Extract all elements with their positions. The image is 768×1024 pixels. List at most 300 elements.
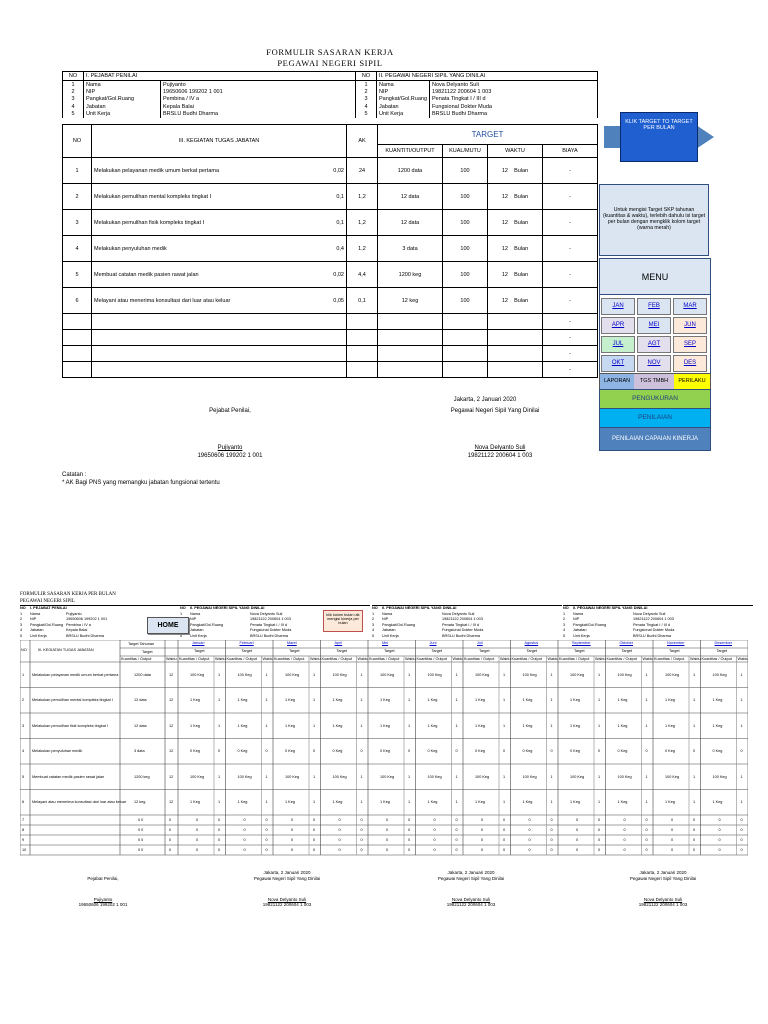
monthly-cell-target[interactable]: 100 Keg xyxy=(617,774,632,779)
task-qty[interactable]: 1200 keg xyxy=(378,262,443,288)
month-target-label: Target xyxy=(479,649,490,653)
monthly-empty-target: 0 xyxy=(338,818,341,822)
monthly-cell-waktu: 1 xyxy=(598,774,601,779)
lower-row-label: Unit Kerja xyxy=(30,633,47,638)
month-kuant-label: Kuantitas / Output xyxy=(226,657,257,661)
task-waktu-unit: Bulan xyxy=(514,271,529,278)
monthly-cell-target[interactable]: 1 Keg xyxy=(332,723,343,728)
lower-row-no: 5 xyxy=(180,633,183,638)
month-button-okt[interactable]: OKT xyxy=(601,355,635,372)
monthly-empty-mw: 0 xyxy=(645,848,648,852)
monthly-row-no: 1 xyxy=(22,672,25,677)
monthly-cell-target[interactable]: 100 Keg xyxy=(237,774,252,779)
laporan-button[interactable]: LAPORAN xyxy=(600,374,634,389)
month-button-des[interactable]: DES xyxy=(673,355,707,372)
monthly-cell-target[interactable]: 1 Keg xyxy=(285,800,295,805)
monthly-cell-target[interactable]: 1 Keg xyxy=(665,698,675,703)
monthly-cell-waktu: 1 xyxy=(455,800,458,805)
lower-row-no: 5 xyxy=(20,633,23,638)
monthly-cell-waktu: 1 xyxy=(693,698,696,703)
monthly-empty-mw: 0 xyxy=(265,818,268,822)
empty-cell xyxy=(488,330,543,346)
monthly-cell-target[interactable]: 1 Keg xyxy=(665,800,675,805)
monthly-cell-waktu: 1 xyxy=(645,774,648,779)
monthly-empty-target: 0 xyxy=(481,828,484,832)
month-target-label: Target xyxy=(289,649,300,653)
monthly-cell-target[interactable]: 1 Keg xyxy=(380,723,390,728)
month-button-jul[interactable]: JUL xyxy=(601,336,635,353)
monthly-cell-waktu: 1 xyxy=(645,723,648,728)
task-name: Melakukan pemulihan mental kompleks tingkat I xyxy=(92,184,319,210)
monthly-cell-waktu: 1 xyxy=(455,774,458,779)
month-header-juni[interactable]: Juni xyxy=(429,641,437,645)
monthly-cell-target[interactable]: 100 Keg xyxy=(475,774,490,779)
monthly-empty-mw: 0 xyxy=(218,848,221,852)
monthly-row-name: Melakukan pemulihan fisik kompleks tingkat I xyxy=(32,723,108,728)
monthly-cell-target[interactable]: 100 Keg xyxy=(190,774,205,779)
month-header-april[interactable]: April xyxy=(334,641,343,645)
month-header-november[interactable]: November xyxy=(667,641,685,645)
task-biaya: - xyxy=(543,158,598,184)
monthly-cell-waktu: 1 xyxy=(598,800,601,805)
klik-target-button[interactable]: KLIK TARGET TO TARGET PER BULAN xyxy=(620,112,698,162)
monthly-cell-target[interactable]: 1 Keg xyxy=(237,723,248,728)
monthly-cell-target[interactable]: 100 Keg xyxy=(427,672,442,677)
monthly-cell-waktu: 1 xyxy=(503,800,506,805)
month-button-jan[interactable]: JAN xyxy=(601,298,635,315)
monthly-empty-target: 0 xyxy=(481,818,484,822)
pns-name: Nova Delyanto Suli xyxy=(474,445,526,451)
place-date: Jakarta, 2 Januari 2020 xyxy=(453,397,517,403)
monthly-cell-target[interactable]: 1 Keg xyxy=(427,800,438,805)
empty-cell xyxy=(378,314,443,330)
task-ak: 1,2 xyxy=(347,184,378,210)
monthly-cell-waktu: 1 xyxy=(503,672,506,677)
laporan-bar xyxy=(599,373,711,390)
pejabat-header: I. PEJABAT PENILAI xyxy=(84,72,356,81)
monthly-cell-waktu: 1 xyxy=(313,774,316,779)
monthly-cell-target[interactable]: 100 Keg xyxy=(522,672,537,677)
month-note: klik kolom bulan utk mengisi kinerja per bulan xyxy=(323,610,363,632)
lower-row-label: Unit Kerja xyxy=(190,633,207,638)
lower-row-value: Penata Tingkat I / III d xyxy=(442,622,479,627)
monthly-cell-waktu: 1 xyxy=(645,800,648,805)
monthly-empty-target: 0 xyxy=(243,838,246,842)
monthly-cell-waktu: 1 xyxy=(360,698,363,703)
monthly-cell-target[interactable]: 100 Keg xyxy=(285,774,300,779)
monthly-empty-target: 0 xyxy=(291,838,294,842)
month-header-januari[interactable]: Januari xyxy=(192,641,205,645)
month-button-mar[interactable]: MAR xyxy=(673,298,707,315)
monthly-empty-mw: 0 xyxy=(598,848,601,852)
monthly-row-name: Melayani atau menerima konsultasi dari luar atau keluar xyxy=(32,800,127,805)
monthly-cell-waktu: 1 xyxy=(360,800,363,805)
monthly-cell-target[interactable]: 0 Keg xyxy=(617,749,628,754)
perilaku-button[interactable]: PERILAKU xyxy=(674,374,710,389)
task-no: 1 xyxy=(63,158,92,184)
monthly-cell-waktu: 0 xyxy=(455,749,458,754)
monthly-empty-target: 0 xyxy=(386,848,389,852)
lower-header: I. PEJABAT PENILAI xyxy=(30,606,67,610)
monthly-cell-target[interactable]: 1 Keg xyxy=(427,723,438,728)
monthly-empty-mw: 0 xyxy=(455,828,458,832)
monthly-empty-mw: 0 xyxy=(408,818,411,822)
task-name: Melakukan pelayanan medik umum berkat pertama xyxy=(92,158,319,184)
month-menu xyxy=(599,294,711,374)
monthly-cell-target[interactable]: 100 Keg xyxy=(427,774,442,779)
month-waktu-label: Waktu xyxy=(737,657,749,661)
month-button-nov[interactable]: NOV xyxy=(637,355,671,372)
monthly-cell-waktu: 0 xyxy=(598,749,601,754)
month-button-feb[interactable]: FEB xyxy=(637,298,671,315)
monthly-cell-target[interactable]: 1 Keg xyxy=(617,723,628,728)
monthly-cell-target[interactable]: 1 Keg xyxy=(712,800,723,805)
lower-col-no: NO xyxy=(20,606,26,610)
monthly-cell-target[interactable]: 100 Keg xyxy=(475,672,490,677)
month-header-september[interactable]: September xyxy=(572,641,591,645)
monthly-empty-target: 0 xyxy=(433,818,436,822)
monthly-cell-target[interactable]: 0 Keg xyxy=(380,749,390,754)
monthly-cell-target[interactable]: 100 Keg xyxy=(570,774,585,779)
monthly-cell-waktu: 0 xyxy=(693,749,696,754)
lower-row-no: 1 xyxy=(180,611,183,616)
monthly-empty-mw: 0 xyxy=(693,818,696,822)
monthly-row-no: 5 xyxy=(22,774,25,779)
pns-row-value: Nova Delyanto Suli xyxy=(430,81,598,89)
monthly-cell-waktu: 1 xyxy=(218,723,221,728)
monthly-empty-mw: 0 xyxy=(265,838,268,842)
monthly-empty-target: 0 xyxy=(243,848,246,852)
col-biaya: BIAYA xyxy=(543,145,598,158)
month-header-februari[interactable]: Februari xyxy=(239,641,254,645)
month-waktu-label: Waktu xyxy=(215,657,226,661)
monthly-cell-target[interactable]: 0 Keg xyxy=(190,749,200,754)
empty-cell xyxy=(92,330,319,346)
monthly-empty-target: 0 xyxy=(528,818,531,822)
empty-cell xyxy=(488,346,543,362)
monthly-cell-waktu: 1 xyxy=(550,672,553,677)
monthly-row-no: 2 xyxy=(22,698,25,703)
monthly-cell-target[interactable]: 100 Keg xyxy=(237,672,252,677)
target-label: Target xyxy=(142,650,153,654)
lower-row-value: 19821122 200604 1 003 xyxy=(633,617,674,621)
monthly-cell-target[interactable]: 1 Keg xyxy=(190,698,200,703)
pns-nip: 19821122 200604 1 003 xyxy=(467,453,533,459)
monthly-empty-mw: 0 xyxy=(218,818,221,822)
monthly-cell-target[interactable]: 100 Keg xyxy=(190,672,205,677)
monthly-empty-target: 0 xyxy=(481,838,484,842)
monthly-empty-target: 0 xyxy=(718,818,721,822)
task-waktu-unit: Bulan xyxy=(514,193,529,200)
monthly-cell-waktu: 1 xyxy=(645,698,648,703)
month-button-sep[interactable]: SEP xyxy=(673,336,707,353)
monthly-cell-target[interactable]: 100 Keg xyxy=(332,774,347,779)
lower-row-no: 2 xyxy=(372,617,375,621)
monthly-row-name: Melakukan pemulihan mental kompleks tingkat I xyxy=(32,698,113,703)
monthly-cell-waktu: 1 xyxy=(218,774,221,779)
monthly-empty-waktu: 0 xyxy=(169,828,172,832)
task-waktu[interactable] xyxy=(488,288,543,314)
pns-row-value: BRSLU Budhi Dharma xyxy=(430,111,598,119)
pengukuran-button[interactable]: PENGUKURAN xyxy=(599,389,711,409)
monthly-cell-target[interactable]: 1 Keg xyxy=(237,800,248,805)
monthly-cell-target[interactable]: 1 Keg xyxy=(522,723,533,728)
lower-identity-block xyxy=(563,605,753,640)
monthly-cell-target[interactable]: 100 Keg xyxy=(380,672,395,677)
monthly-cell-target[interactable]: 0 Keg xyxy=(427,749,438,754)
monthly-empty-target: 0 xyxy=(623,838,626,842)
monthly-cell-waktu: 1 xyxy=(265,774,268,779)
monthly-cell-target[interactable]: 1 Keg xyxy=(570,723,580,728)
sign-date: Jakarta, 2 Januari 2020 xyxy=(263,870,311,875)
monthly-cell-target[interactable]: 1 Keg xyxy=(570,698,580,703)
month-waktu-label: Waktu xyxy=(405,657,416,661)
month-button-agt[interactable]: AGT xyxy=(637,336,671,353)
form-title: FORMULIR SASARAN KERJA xyxy=(266,47,394,57)
monthly-empty-mw: 0 xyxy=(550,838,553,842)
pejabat-row-no: 1 xyxy=(63,81,84,89)
monthly-cell-target[interactable]: 1 Keg xyxy=(617,698,628,703)
lower-row-no: 3 xyxy=(20,622,23,627)
lower-row-label: Nama xyxy=(382,611,393,616)
monthly-cell-target[interactable]: 100 Keg xyxy=(570,672,585,677)
monthly-cell-target[interactable]: 100 Keg xyxy=(617,672,632,677)
monthly-cell-target[interactable]: 100 Keg xyxy=(285,672,300,677)
pns-row-label: Nama xyxy=(377,81,430,89)
monthly-cell-target[interactable]: 1 Keg xyxy=(380,698,390,703)
month-header-desember[interactable]: Desember xyxy=(714,641,733,645)
month-waktu-label: Waktu xyxy=(452,657,464,661)
monthly-empty-target: 0 xyxy=(433,848,436,852)
pejabat-row-no: 2 xyxy=(63,88,84,96)
monthly-cell-target[interactable]: 1 Keg xyxy=(475,698,485,703)
monthly-cell-waktu: 1 xyxy=(693,774,696,779)
monthly-empty-mw: 0 xyxy=(740,848,743,852)
task-qty[interactable]: 1200 data xyxy=(378,158,443,184)
monthly-cell-target[interactable]: 1 Keg xyxy=(332,698,343,703)
monthly-row-no: 3 xyxy=(22,723,25,728)
monthly-row-name: Melakukan pelayanan medik umum berkat pertama xyxy=(32,672,119,677)
empty-cell xyxy=(318,362,347,378)
monthly-cell-target[interactable]: 0 Keg xyxy=(475,749,485,754)
monthly-empty-mw: 0 xyxy=(313,848,316,852)
tugas-tambahan-button[interactable]: TGS TMBH xyxy=(634,374,674,389)
task-qty[interactable]: 12 keg xyxy=(378,288,443,314)
month-kuant-label: Kuantitas / Output xyxy=(179,657,210,661)
lower-signature-block xyxy=(608,870,718,907)
monthly-cell-target[interactable]: 0 Keg xyxy=(237,749,248,754)
monthly-cell-target[interactable]: 1 Keg xyxy=(332,800,343,805)
pejabat-sign-label: Pejabat Penilai, xyxy=(209,408,251,414)
monthly-cell-target[interactable]: 100 Keg xyxy=(380,774,395,779)
monthly-cell-waktu: 0 xyxy=(313,749,316,754)
monthly-cell-waktu: 1 xyxy=(408,800,411,805)
month-header-oktober[interactable]: Oktober xyxy=(619,641,634,645)
task-waktu-value: 12 xyxy=(501,245,508,252)
monthly-cell-target[interactable]: 1 Keg xyxy=(712,698,723,703)
monthly-cell-target[interactable]: 100 Keg xyxy=(665,672,680,677)
monthly-empty-qty: 0 0 xyxy=(138,838,144,842)
monthly-empty-target: 0 xyxy=(386,838,389,842)
lower-header: II. PEGAWAI NEGERI SIPIL YANG DINILAI xyxy=(382,606,457,610)
monthly-cell-target[interactable]: 1 Keg xyxy=(522,800,533,805)
lower-signature-block xyxy=(232,870,342,907)
monthly-cell-target[interactable]: 100 Keg xyxy=(665,774,680,779)
month-button-apr[interactable]: APR xyxy=(601,317,635,334)
sign-date: Jakarta, 2 Januari 2020 xyxy=(447,870,495,875)
month-header-maret[interactable]: Maret xyxy=(287,641,297,645)
month-waktu-label: Waktu xyxy=(262,657,274,661)
task-waktu-value: 12 xyxy=(501,167,508,174)
monthly-empty-target: 0 xyxy=(196,848,199,852)
lower-row-value: Penata Tingkat I / III d xyxy=(633,622,670,627)
monthly-cell-target[interactable]: 100 Keg xyxy=(712,774,727,779)
monthly-cell-waktu: 0 xyxy=(265,749,268,754)
empty-biaya: - xyxy=(543,362,598,378)
monthly-cell-waktu: 1 xyxy=(408,774,411,779)
monthly-row-qty: 12 data xyxy=(134,723,147,728)
monthly-cell-target[interactable]: 1 Keg xyxy=(285,698,295,703)
monthly-cell-waktu: 1 xyxy=(313,800,316,805)
penilaian-button[interactable]: PENILAIAN xyxy=(599,408,711,428)
task-qty[interactable]: 3 data xyxy=(378,236,443,262)
monthly-empty-target: 0 xyxy=(243,818,246,822)
task-biaya: - xyxy=(543,262,598,288)
monthly-row-qty: 1200 keg xyxy=(134,774,150,779)
empty-cell xyxy=(347,330,378,346)
task-waktu[interactable] xyxy=(488,262,543,288)
monthly-empty-target: 0 xyxy=(718,828,721,832)
task-table xyxy=(62,124,598,378)
monthly-empty-target: 0 xyxy=(576,838,579,842)
monthly-cell-target[interactable]: 0 Keg xyxy=(332,749,343,754)
monthly-cell-waktu: 1 xyxy=(360,723,363,728)
pns-row-no: 4 xyxy=(356,103,377,111)
monthly-empty-mw: 0 xyxy=(360,828,363,832)
monthly-cell-target[interactable]: 0 Keg xyxy=(712,749,723,754)
lower-row-label: NIP xyxy=(382,617,389,621)
monthly-cell-target[interactable]: 1 Keg xyxy=(712,723,723,728)
monthly-empty-target: 0 xyxy=(623,818,626,822)
month-header-juli[interactable]: Juli xyxy=(477,641,483,645)
monthly-empty-mw: 0 xyxy=(455,818,458,822)
task-ak-unit: 0,4 xyxy=(318,236,347,262)
monthly-empty-mw: 0 xyxy=(218,828,221,832)
monthly-cell-target[interactable]: 1 Keg xyxy=(237,698,248,703)
task-no: 4 xyxy=(63,236,92,262)
monthly-empty-waktu: 0 xyxy=(169,838,172,842)
monthly-empty-qty: 0 0 xyxy=(138,828,144,832)
monthly-cell-target[interactable]: 100 Keg xyxy=(332,672,347,677)
task-waktu-unit: Bulan xyxy=(514,297,529,304)
task-waktu[interactable] xyxy=(488,210,543,236)
lower-row-label: Pangkat/Gol.Ruang xyxy=(382,622,416,627)
lower-row-label: Jabatan xyxy=(382,628,396,632)
monthly-cell-target[interactable]: 0 Keg xyxy=(285,749,295,754)
monthly-cell-target[interactable]: 100 Keg xyxy=(522,774,537,779)
sign-nip: 19821122 200604 1 003 xyxy=(638,902,688,907)
col-kuantiti: KUANTITI/OUTPUT xyxy=(378,145,443,158)
monthly-cell-target[interactable]: 1 Keg xyxy=(427,698,438,703)
lower-col-no: NO xyxy=(563,606,569,610)
task-waktu[interactable] xyxy=(488,184,543,210)
month-header-agustus[interactable]: Agustus xyxy=(524,641,539,645)
monthly-empty-mw: 0 xyxy=(503,818,506,822)
monthly-empty-target: 0 xyxy=(718,848,721,852)
monthly-cell-target[interactable]: 100 Keg xyxy=(712,672,727,677)
monthly-row-waktu: 12 xyxy=(169,749,174,754)
monthly-empty-target: 0 xyxy=(576,828,579,832)
lower-row-label: Nama xyxy=(573,611,584,616)
month-button-mei[interactable]: MEI xyxy=(637,317,671,334)
task-ak-unit: 0,05 xyxy=(318,288,347,314)
monthly-cell-waktu: 1 xyxy=(313,723,316,728)
month-header-mei[interactable]: Mei xyxy=(382,641,389,645)
pns-row-label: NIP xyxy=(377,88,430,96)
home-button[interactable]: HOME xyxy=(147,617,189,634)
task-qty[interactable]: 12 data xyxy=(378,210,443,236)
lower-row-value: 19650606 199202 1 001 xyxy=(66,617,108,621)
monthly-cell-target[interactable]: 1 Keg xyxy=(190,800,200,805)
task-waktu[interactable] xyxy=(488,236,543,262)
month-target-label: Target xyxy=(194,649,205,653)
lower-row-label: NIP xyxy=(30,617,37,621)
monthly-empty-target: 0 xyxy=(576,818,579,822)
monthly-empty-mw: 0 xyxy=(455,848,458,852)
lower-row-value: Nova Delyanto Suli xyxy=(442,611,475,616)
col-no: NO xyxy=(63,72,84,81)
monthly-cell-target[interactable]: 1 Keg xyxy=(190,723,200,728)
monthly-empty-target: 0 xyxy=(481,848,484,852)
monthly-cell-target[interactable]: 1 Keg xyxy=(570,800,580,805)
monthly-cell-target[interactable]: 1 Keg xyxy=(522,698,533,703)
task-name: Membuat catatan medik pasien rawat jalan xyxy=(92,262,319,288)
monthly-empty-mw: 0 xyxy=(408,848,411,852)
monthly-cell-target[interactable]: 0 Keg xyxy=(522,749,533,754)
monthly-empty-mw: 0 xyxy=(598,818,601,822)
task-qty[interactable]: 12 data xyxy=(378,184,443,210)
monthly-cell-waktu: 1 xyxy=(740,698,743,703)
col-mutu: KUAL/MUTU xyxy=(443,145,488,158)
monthly-cell-target[interactable]: 0 Keg xyxy=(570,749,580,754)
pns-row-label: Unit Kerja xyxy=(377,111,430,119)
monthly-cell-target[interactable]: 1 Keg xyxy=(665,723,675,728)
month-button-jun[interactable]: JUN xyxy=(673,317,707,334)
pejabat-name: Pujiyanto xyxy=(217,445,243,451)
monthly-cell-target[interactable]: 0 Keg xyxy=(665,749,675,754)
monthly-empty-target: 0 xyxy=(623,848,626,852)
monthly-empty-target: 0 xyxy=(338,828,341,832)
monthly-cell-waktu: 1 xyxy=(218,672,221,677)
task-waktu[interactable] xyxy=(488,158,543,184)
task-ak-unit: 0,1 xyxy=(318,184,347,210)
lower-row-label: Nama xyxy=(190,611,201,616)
monthly-empty-mw: 0 xyxy=(645,838,648,842)
capaian-button[interactable]: PENILAIAN CAPAIAN KINERJA xyxy=(599,427,711,451)
monthly-cell-target[interactable]: 1 Keg xyxy=(617,800,628,805)
monthly-cell-target[interactable]: 1 Keg xyxy=(475,800,485,805)
monthly-empty-mw: 0 xyxy=(550,848,553,852)
monthly-empty-target: 0 xyxy=(671,838,674,842)
month-waktu-label: Waktu xyxy=(357,657,369,661)
monthly-cell-target[interactable]: 1 Keg xyxy=(380,800,390,805)
monthly-cell-target[interactable]: 1 Keg xyxy=(285,723,295,728)
monthly-empty-mw: 0 xyxy=(740,818,743,822)
task-name: Melakukan penyuluhan medik xyxy=(92,236,319,262)
task-no: 6 xyxy=(63,288,92,314)
monthly-cell-target[interactable]: 1 Keg xyxy=(475,723,485,728)
monthly-cell-waktu: 1 xyxy=(408,723,411,728)
